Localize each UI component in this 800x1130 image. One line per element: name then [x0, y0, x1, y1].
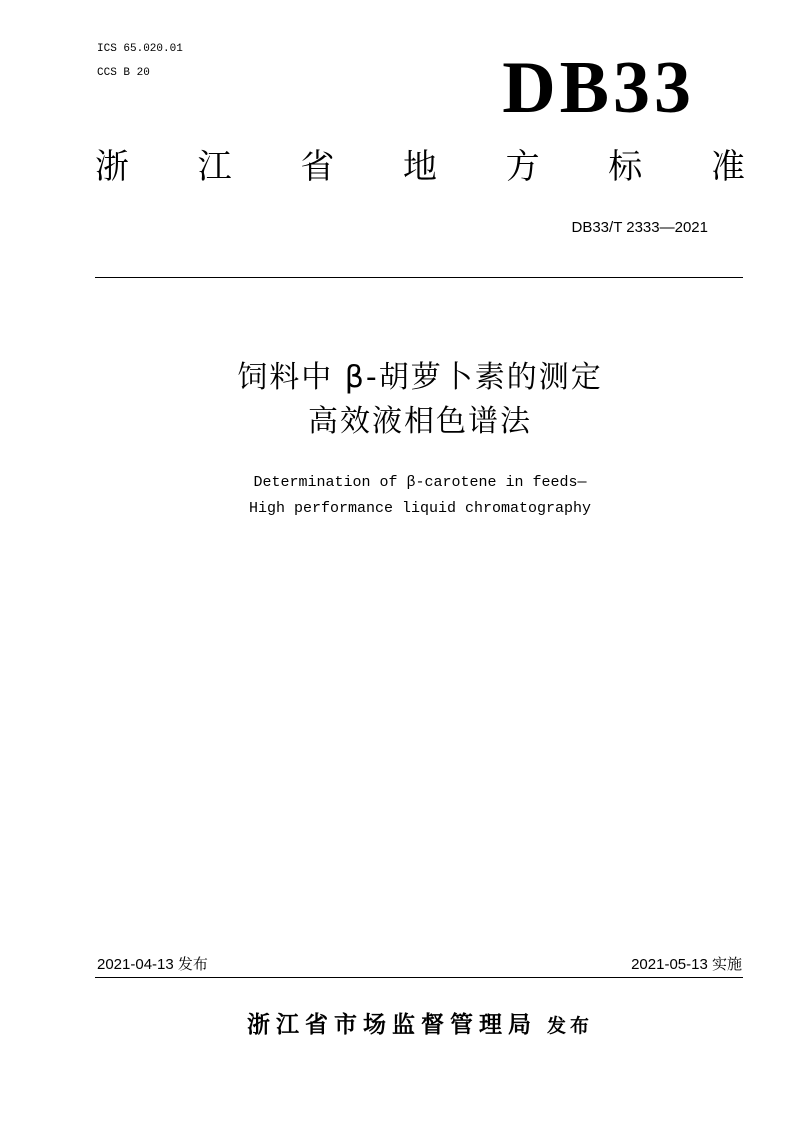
top-divider: [95, 277, 743, 278]
db33-code-logo: DB33: [502, 47, 695, 129]
english-title-line-1: Determination of β-carotene in feeds—: [253, 474, 587, 491]
issuing-authority: [95, 1009, 745, 1043]
english-title: [95, 470, 745, 522]
publish-date: 2021-04-13 发布: [97, 956, 208, 973]
issuer-name: 浙江省市场监督管理局: [246, 1012, 537, 1038]
ccs-code: CCS B 20: [97, 67, 150, 79]
bottom-divider: [95, 977, 743, 978]
standard-type-char: 标: [608, 147, 643, 187]
standard-type-char: 准: [710, 147, 745, 187]
chinese-title: [95, 356, 745, 444]
standard-type-heading: [95, 148, 745, 186]
issuer-suffix: 发布: [546, 1015, 593, 1037]
standard-type-char: 地: [402, 147, 437, 187]
english-title-line-2: High performance liquid chromatography: [248, 500, 592, 517]
standard-type-char: 方: [505, 147, 540, 187]
standard-type-char: 江: [197, 147, 232, 187]
standard-number: DB33/T 2333—2021: [571, 219, 708, 236]
standard-type-char: 浙: [95, 147, 129, 187]
chinese-title-line-2: 高效液相色谱法: [308, 404, 532, 439]
ics-code: ICS 65.020.01: [97, 43, 183, 55]
standard-type-char: 省: [300, 147, 335, 187]
implement-date: 2021-05-13 实施: [631, 956, 742, 973]
chinese-title-line-1: 饲料中 β-胡萝卜素的测定: [237, 360, 603, 395]
